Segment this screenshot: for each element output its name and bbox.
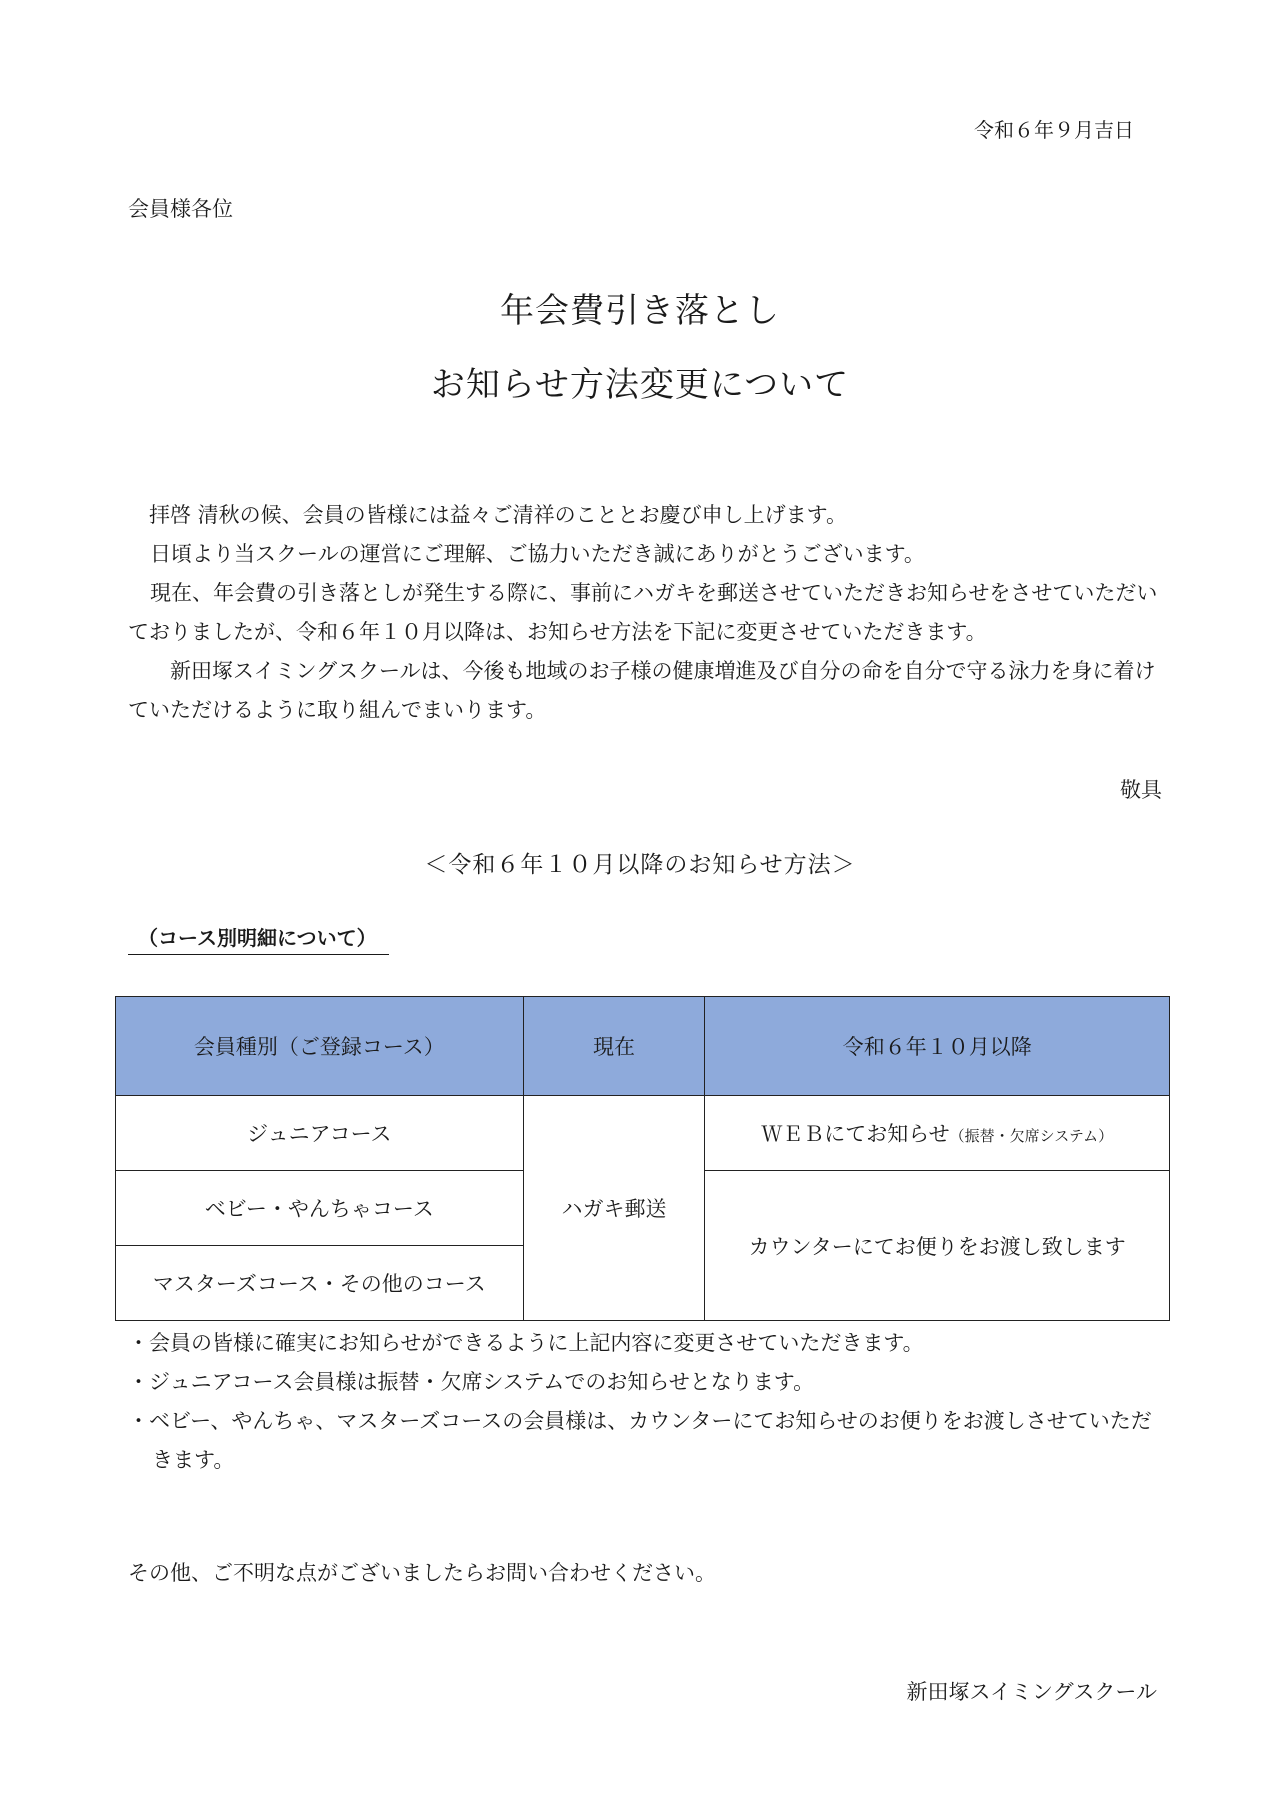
header-current: 現在 — [523, 997, 705, 1096]
note-item: ・会員の皆様に確実にお知らせができるように上記内容に変更させていただきます。 — [128, 1331, 924, 1355]
change-notice-paragraph: 現在、年会費の引き落としが発生する際に、事前にハガキを郵送させていただきお知らせをさせていただいておりましたが、令和６年１０月以降は、お知らせ方法を下記に変更させていただきます。 — [128, 581, 1158, 644]
header-member-type: 会員種別（ご登録コース） — [116, 997, 524, 1096]
addressee: 会員様各位 — [128, 197, 233, 221]
course-junior: ジュニアコース — [116, 1096, 524, 1171]
after-method-web-label: ＷＥＢにてお知らせ — [761, 1122, 950, 1146]
note-item: ・ジュニアコース会員様は振替・欠席システムでのお知らせとなります。 — [128, 1370, 815, 1394]
document-title-line2: お知らせ方法変更について — [430, 365, 850, 405]
table-header-row — [116, 997, 1170, 1096]
greeting-paragraph: 拝啓 清秋の候、会員の皆様には益々ご清祥のこととお慶び申し上げます。 — [149, 503, 847, 527]
course-masters-other: マスターズコース・その他のコース — [116, 1246, 524, 1321]
document-date: 令和６年９月吉日 — [974, 118, 1134, 142]
closing-keigu: 敬具 — [1120, 778, 1162, 802]
after-method-web — [705, 1096, 1170, 1171]
school-mission-paragraph: 新田塚スイミングスクールは、今後も地域のお子様の健康増進及び自分の命を自分で守る泳力を身に着けていただけるように取り組んでまいります。 — [128, 659, 1156, 722]
method-section-title: ＜令和６年１０月以降のお知らせ方法＞ — [424, 852, 856, 878]
notes-list — [128, 1324, 1168, 1480]
course-detail-subheading: （コース別明細について） — [128, 922, 389, 955]
after-method-web-note: （振替・欠席システム） — [949, 1127, 1114, 1145]
letter-body — [128, 496, 1162, 730]
header-after-october: 令和６年１０月以降 — [705, 997, 1170, 1096]
inquiry-closing: その他、ご不明な点がございましたらお問い合わせください。 — [128, 1561, 716, 1585]
course-baby-yancha: ベビー・やんちゃコース — [116, 1171, 524, 1246]
table-row — [116, 1096, 1170, 1171]
course-notice-table — [115, 996, 1170, 1321]
thanks-paragraph: 日頃より当スクールの運営にご理解、ご協力いただき誠にありがとうございます。 — [150, 542, 925, 566]
document-title-line1: 年会費引き落とし — [500, 291, 780, 331]
note-item: ・ベビー、やんちゃ、マスターズコースの会員様は、カウンターにてお知らせのお便りをお渡しさせていただきます。 — [128, 1409, 1152, 1472]
after-method-counter: カウンターにてお便りをお渡し致します — [705, 1171, 1170, 1321]
signature: 新田塚スイミングスクール — [906, 1680, 1157, 1704]
current-method-postcard: ハガキ郵送 — [523, 1096, 705, 1321]
